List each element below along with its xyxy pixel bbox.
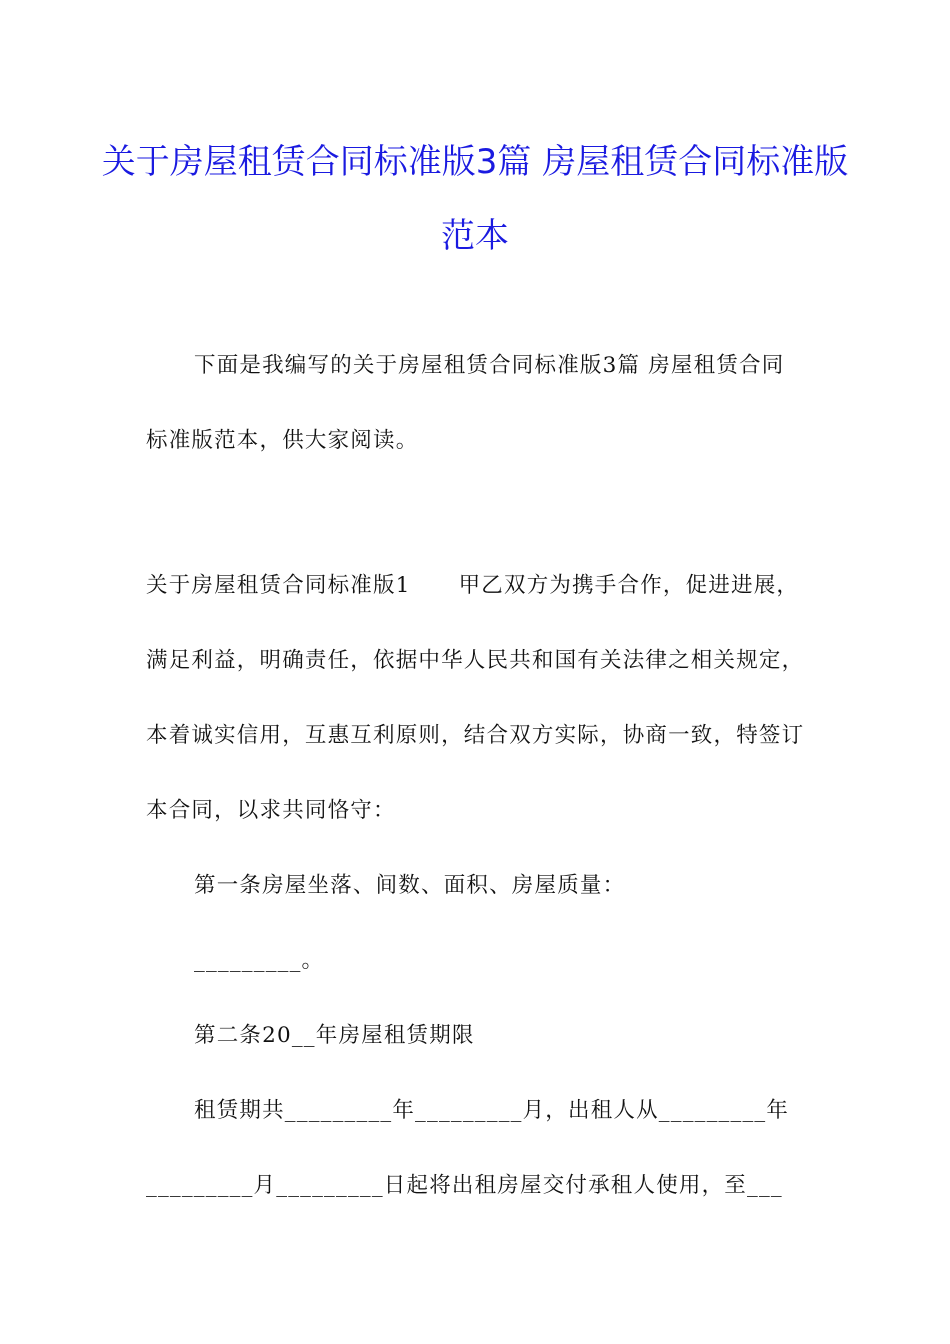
document-title: 关于房屋租赁合同标准版3篇 房屋租赁合同标准版范本 bbox=[101, 142, 849, 256]
lease-term-line-1: 租赁期共_________年_________月，出租人从_________年 bbox=[194, 1098, 790, 1123]
intro-block bbox=[146, 328, 806, 478]
section-1-lead: 甲乙双方为携手合作，促进进展，满足利益，明确责任，依据中华人民共和国有关法律之相关规定，本着诚实信用，互惠互利原则，结合双方实际，协商一致，特签订本合同，以求共同恪守： bbox=[146, 573, 805, 823]
article-2: 第二条20__年房屋租赁期限 bbox=[194, 1023, 475, 1048]
lease-term-paragraph bbox=[146, 1073, 806, 1223]
lease-term-line-2: _________月_________日起将出租房屋交付承租人使用，至___ bbox=[146, 1173, 783, 1198]
section-1-paragraph bbox=[146, 548, 806, 848]
section-1-heading: 关于房屋租赁合同标准版1 bbox=[146, 573, 411, 598]
article-1-blank: _________。 bbox=[194, 948, 325, 973]
intro-paragraph: 下面是我编写的关于房屋租赁合同标准版3篇 房屋租赁合同标准版范本，供大家阅读。 bbox=[146, 353, 785, 453]
article-1: 第一条房屋坐落、间数、面积、房屋质量： bbox=[194, 873, 626, 898]
contract-section-1 bbox=[146, 548, 806, 1223]
